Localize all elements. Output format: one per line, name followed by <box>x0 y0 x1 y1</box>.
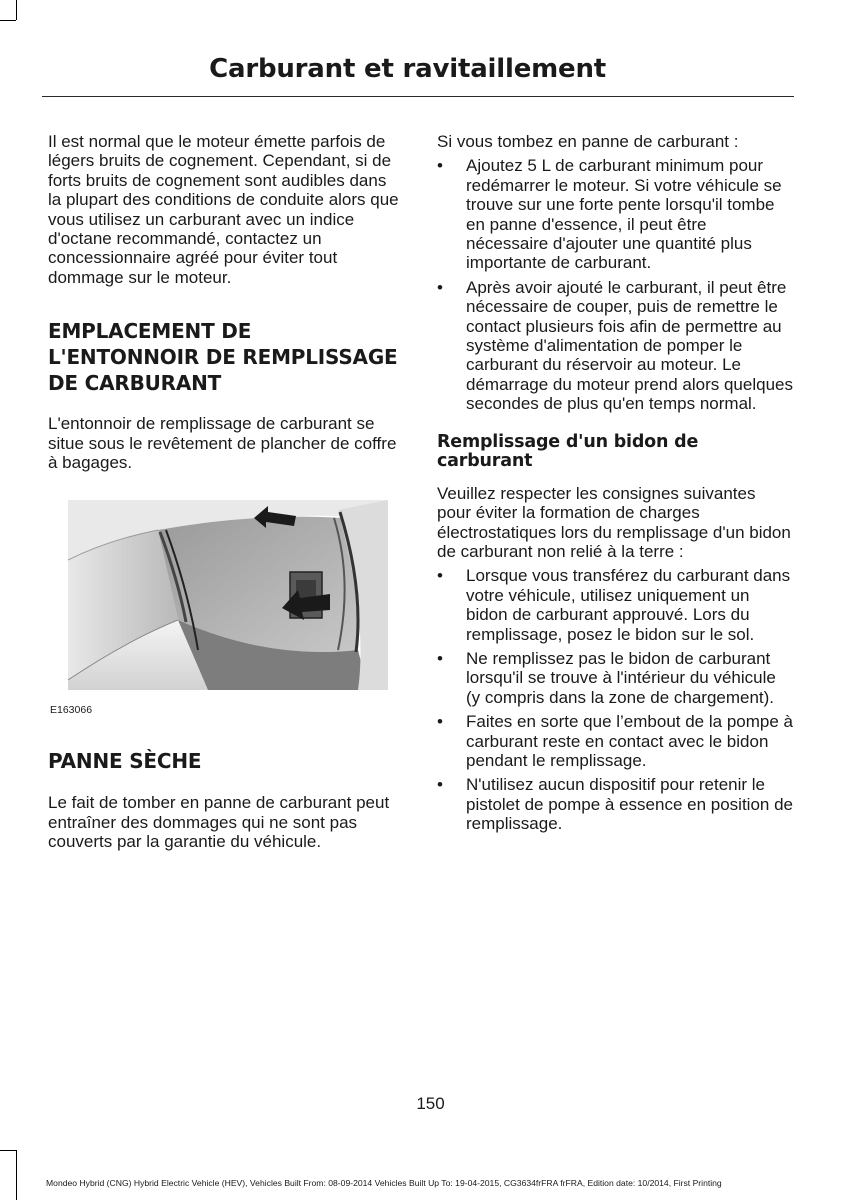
out-of-fuel-list <box>437 156 793 413</box>
list-item: • Lorsque vous transférez du carburant dans votre véhicule, utilisez uniquement un bidon de carburant approuvé. Lors du remplissage, posez le bidon sur le sol. <box>437 566 791 644</box>
figure-label: E163066 <box>50 704 93 717</box>
crop-mark-top-left <box>16 0 17 20</box>
out-of-fuel-paragraph: Le fait de tomber en panne de carburant peut entraîner des dommages qui ne sont pas couverts par la garantie du véhicule. <box>48 793 390 852</box>
bullet: • <box>437 712 443 732</box>
bullet: • <box>437 156 443 176</box>
engine-knock-paragraph: Il est normal que le moteur émette parfois de légers bruits de cognement. Cependant, si de forts bruits de cognement sont audibles dans la plupart des conditions de conduite alors que vous utilisez un carburant avec un indice d'octane recommandé, contactez un concessionnaire agréé pour éviter tout dommage sur le moteur. <box>48 132 399 287</box>
list-item: • Faites en sorte que l’embout de la pompe à carburant reste en contact avec le bidon pendant le remplissage. <box>437 712 793 770</box>
fuel-can-heading: Remplissage d'un bidon de carburant <box>437 431 699 472</box>
filler-funnel-paragraph: L'entonnoir de remplissage de carburant se situe sous le revêtement de plancher de coffre à bagages. <box>48 414 397 473</box>
filler-funnel-heading: EMPLACEMENT DE L'ENTONNOIR DE REMPLISSAGE DE CARBURANT <box>48 319 398 396</box>
bullet: • <box>437 566 443 586</box>
out-of-fuel-heading: PANNE SÈCHE <box>48 749 202 774</box>
page-number: 150 <box>416 1094 445 1113</box>
list-item: • Ne remplissez pas le bidon de carburant lorsqu'il se trouve à l'intérieur du véhicule (y compris dans la zone de chargement). <box>437 648 776 707</box>
list-item: • Après avoir ajouté le carburant, il peut être nécessaire de couper, puis de remettre le contact plusieurs fois afin de permettre au système d'alimentation de pomper le carburant du réservoir au moteur. Le démarrage du moteur prend alors quelques secondes de plus qu'en temps normal. <box>437 277 793 414</box>
bullet: • <box>437 648 443 668</box>
page-title: Carburant et ravitaillement <box>209 54 606 84</box>
footer-text: Mondeo Hybrid (CNG) Hybrid Electric Vehicle (HEV), Vehicles Built From: 08-09-2014 Vehicles Built Up To: 19-04-2015, CG3634frFRA frFRA, Edition date: 10/2014, First Printing <box>46 1178 722 1188</box>
left-column <box>48 132 404 852</box>
header-rule <box>42 96 794 97</box>
crop-mark-bottom-left <box>16 1150 17 1200</box>
trunk-illustration-svg <box>68 500 388 690</box>
out-of-fuel-intro: Si vous tombez en panne de carburant : <box>437 132 739 151</box>
right-column <box>437 132 793 834</box>
list-item: • N'utilisez aucun dispositif pour retenir le pistolet de pompe à essence en position de remplissage. <box>437 775 794 834</box>
list-item: • Ajoutez 5 L de carburant minimum pour redémarrer le moteur. Si votre véhicule se trouve sur une forte pente lorsqu'il tombe en panne d'essence, il peut être nécessaire d'ajouter une quantité plus importante de carburant. <box>437 156 782 273</box>
trunk-illustration <box>68 500 388 690</box>
bullet: • <box>437 277 443 297</box>
crop-mark-top-left-h <box>0 20 16 21</box>
fuel-can-list <box>437 566 793 833</box>
crop-mark-bottom-left-h <box>0 1150 16 1151</box>
bullet: • <box>437 775 443 795</box>
fuel-can-paragraph: Veuillez respecter les consignes suivantes pour éviter la formation de charges électrostatiques lors du remplissage d'un bidon de carburant non relié à la terre : <box>437 483 791 561</box>
